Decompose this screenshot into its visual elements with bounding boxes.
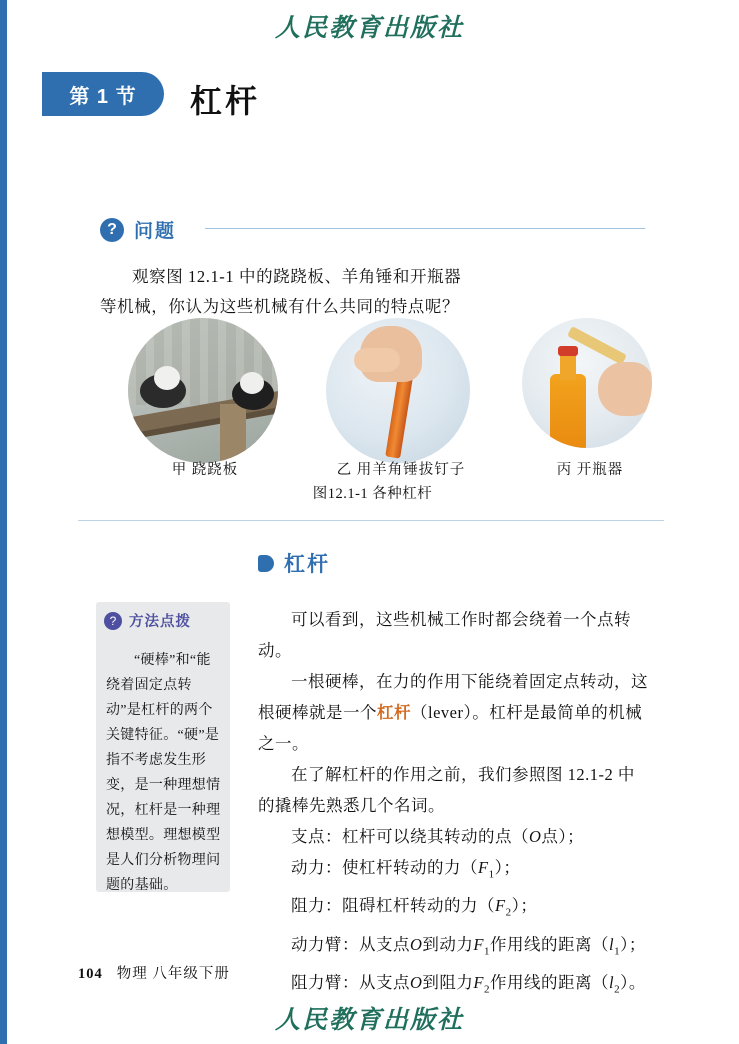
subsection-title: 杠杆 [284,553,330,576]
term-resistance-arm-symbol-o: O [410,972,423,992]
term-fulcrum: 支点：杠杆可以绕其转动的点（O点）； [291,827,585,846]
figure-number-caption: 图12.1-1 各种杠杆 [312,486,433,502]
term-resistance-name: 阻力 [291,896,325,916]
term-resistance-arm-desc4: ）。 [620,972,646,992]
body-paragraph-2 [258,666,650,759]
publisher-logo-top: 人民教育出版社 [274,15,464,42]
tip-heading [104,610,191,631]
term-effort-desc: 使杠杆转动的力（ [342,858,478,877]
photo-claw-hammer [326,318,470,463]
term-effort: 动力：使杠杆转动的力$(F_1)$； [291,858,521,881]
body-text [258,604,650,1005]
bottle-neck [560,354,576,380]
term-resistance: 阻力：阻碍杠杆转动的力$(F_2)$； [291,896,538,919]
term-effort-arm-symbol-f: F [473,934,485,954]
panda-right-head [240,372,264,394]
term-effort-arm-desc4: ）； [620,934,646,954]
tip-label: 方法点拨 [129,614,191,630]
question-text [100,262,645,322]
term-effort-arm-symbol-o: O [410,934,423,954]
term-effort-desc2: ）； [494,858,521,877]
term-fulcrum-desc2: 点）； [541,827,585,846]
term-resistance-arm-desc2: 到阻力 [422,972,474,992]
term-resistance-desc2: ）； [511,896,538,916]
figure-captions [100,458,645,480]
hammer-handle [385,369,414,458]
figure-caption-c: 丙 开瓶器 [556,462,624,478]
term-effort-symbol: F [478,858,489,877]
term-resistance-subscript: 2 [505,906,512,919]
tip-question-icon: ? [104,612,122,630]
question-line-1: 观察图 12.1-1 中的跷跷板、羊角锤和开瓶器 [132,267,462,286]
question-mark-icon: ? [100,218,124,242]
term-effort-arm-desc2: 到动力 [422,934,474,954]
page-footer [78,962,230,983]
term-resistance-arm-desc3: 作用线的距离（ [490,972,610,992]
photo-seesaw-pandas [128,318,278,463]
photo-bottle-opener [522,318,652,448]
term-effort-arm-sub: 1 [484,944,491,957]
page-number: 104 [78,966,103,982]
tip-text [106,648,222,898]
term-resistance-arm-name: 阻力臂 [291,972,342,992]
bottle [550,374,586,448]
tip-paragraph: “硬棒”和“能绕着固定点转动”是杠杆的两个关键特征。“硬”是指不考虑发生形变，是一种理想情况，杠杆是一种理想模型。理想模型是人们分析物理问题的基础。 [106,653,221,893]
figure-row [100,318,645,463]
term-effort-arm-symbol-l: l [609,934,615,954]
term-effort-name: 动力 [291,858,325,877]
question-heading [100,216,176,243]
figure-caption-b: 乙 用羊角锤拔钉子 [336,462,466,478]
hand-fingers [354,348,400,372]
body-paragraph-1: 可以看到，这些机械工作时都会绕着一个点转动。 [258,610,631,660]
question-label: 问题 [134,221,177,242]
publisher-logo-bottom: 人民教育出版社 [274,1007,464,1034]
subsection-heading [258,548,330,578]
term-resistance-arm-symbol-f: F [473,972,485,992]
book-info: 物理 八年级下册 [116,966,230,982]
term-effort-arm-name: 动力臂 [291,934,342,954]
question-divider [205,228,645,229]
term-effort-subscript: 1 [488,868,495,881]
term-resistance-desc: 阻碍杠杆转动的力（ [342,896,495,916]
term-effort-arm-desc: 从支点 [359,934,410,954]
figure-caption-a: 甲 跷跷板 [171,462,239,478]
page-edge-bar [0,0,7,1044]
term-resistance-arm-symbol-l: l [609,972,615,992]
page-title: 杠杆 [190,83,261,119]
term-resistance-arm-sub3: 2 [614,983,621,996]
term-fulcrum-desc: 杠杆可以绕其转动的点（ [342,827,529,846]
keyword-lever: 杠杆 [377,703,411,722]
body-p2-part1: 一根硬棒，在力的作用下能绕着固定点转动，这根硬棒就是一个 [258,672,648,722]
seesaw-post [220,404,246,463]
term-effort-arm-desc3: 作用线的距离（ [490,934,610,954]
term-fulcrum-symbol: O [529,827,542,846]
term-resistance-arm-sub: 2 [484,983,491,996]
panda-left-head [154,366,180,390]
term-fulcrum-name: 支点 [291,827,325,846]
term-effort-arm: 动力臂：从支点O到动力$F_1$作用线的距离$(l_1)$； [291,934,646,957]
term-resistance-symbol: F [495,896,506,916]
term-resistance-arm-desc: 从支点 [359,972,410,992]
term-resistance-arm: 阻力臂：从支点O到阻力$F_2$作用线的距离$(l_2)$。 [291,972,646,996]
body-p2-part2: （lever）。杠杆是最简单的机械之一。 [258,703,643,753]
term-effort-arm-sub3: 1 [614,944,621,957]
section-divider [78,520,664,521]
body-paragraph-3: 在了解杠杆的作用之前，我们参照图 12.1-2 中的撬棒先熟悉几个名词。 [258,765,635,815]
section-number-badge: 第 1 节 [42,72,164,116]
bullet-marker-icon [258,555,274,572]
question-line-2: 等机械，你认为这些机械有什么共同的特点呢？ [100,297,460,316]
bottle-cap [558,346,578,356]
hand-holding-opener [598,362,652,416]
